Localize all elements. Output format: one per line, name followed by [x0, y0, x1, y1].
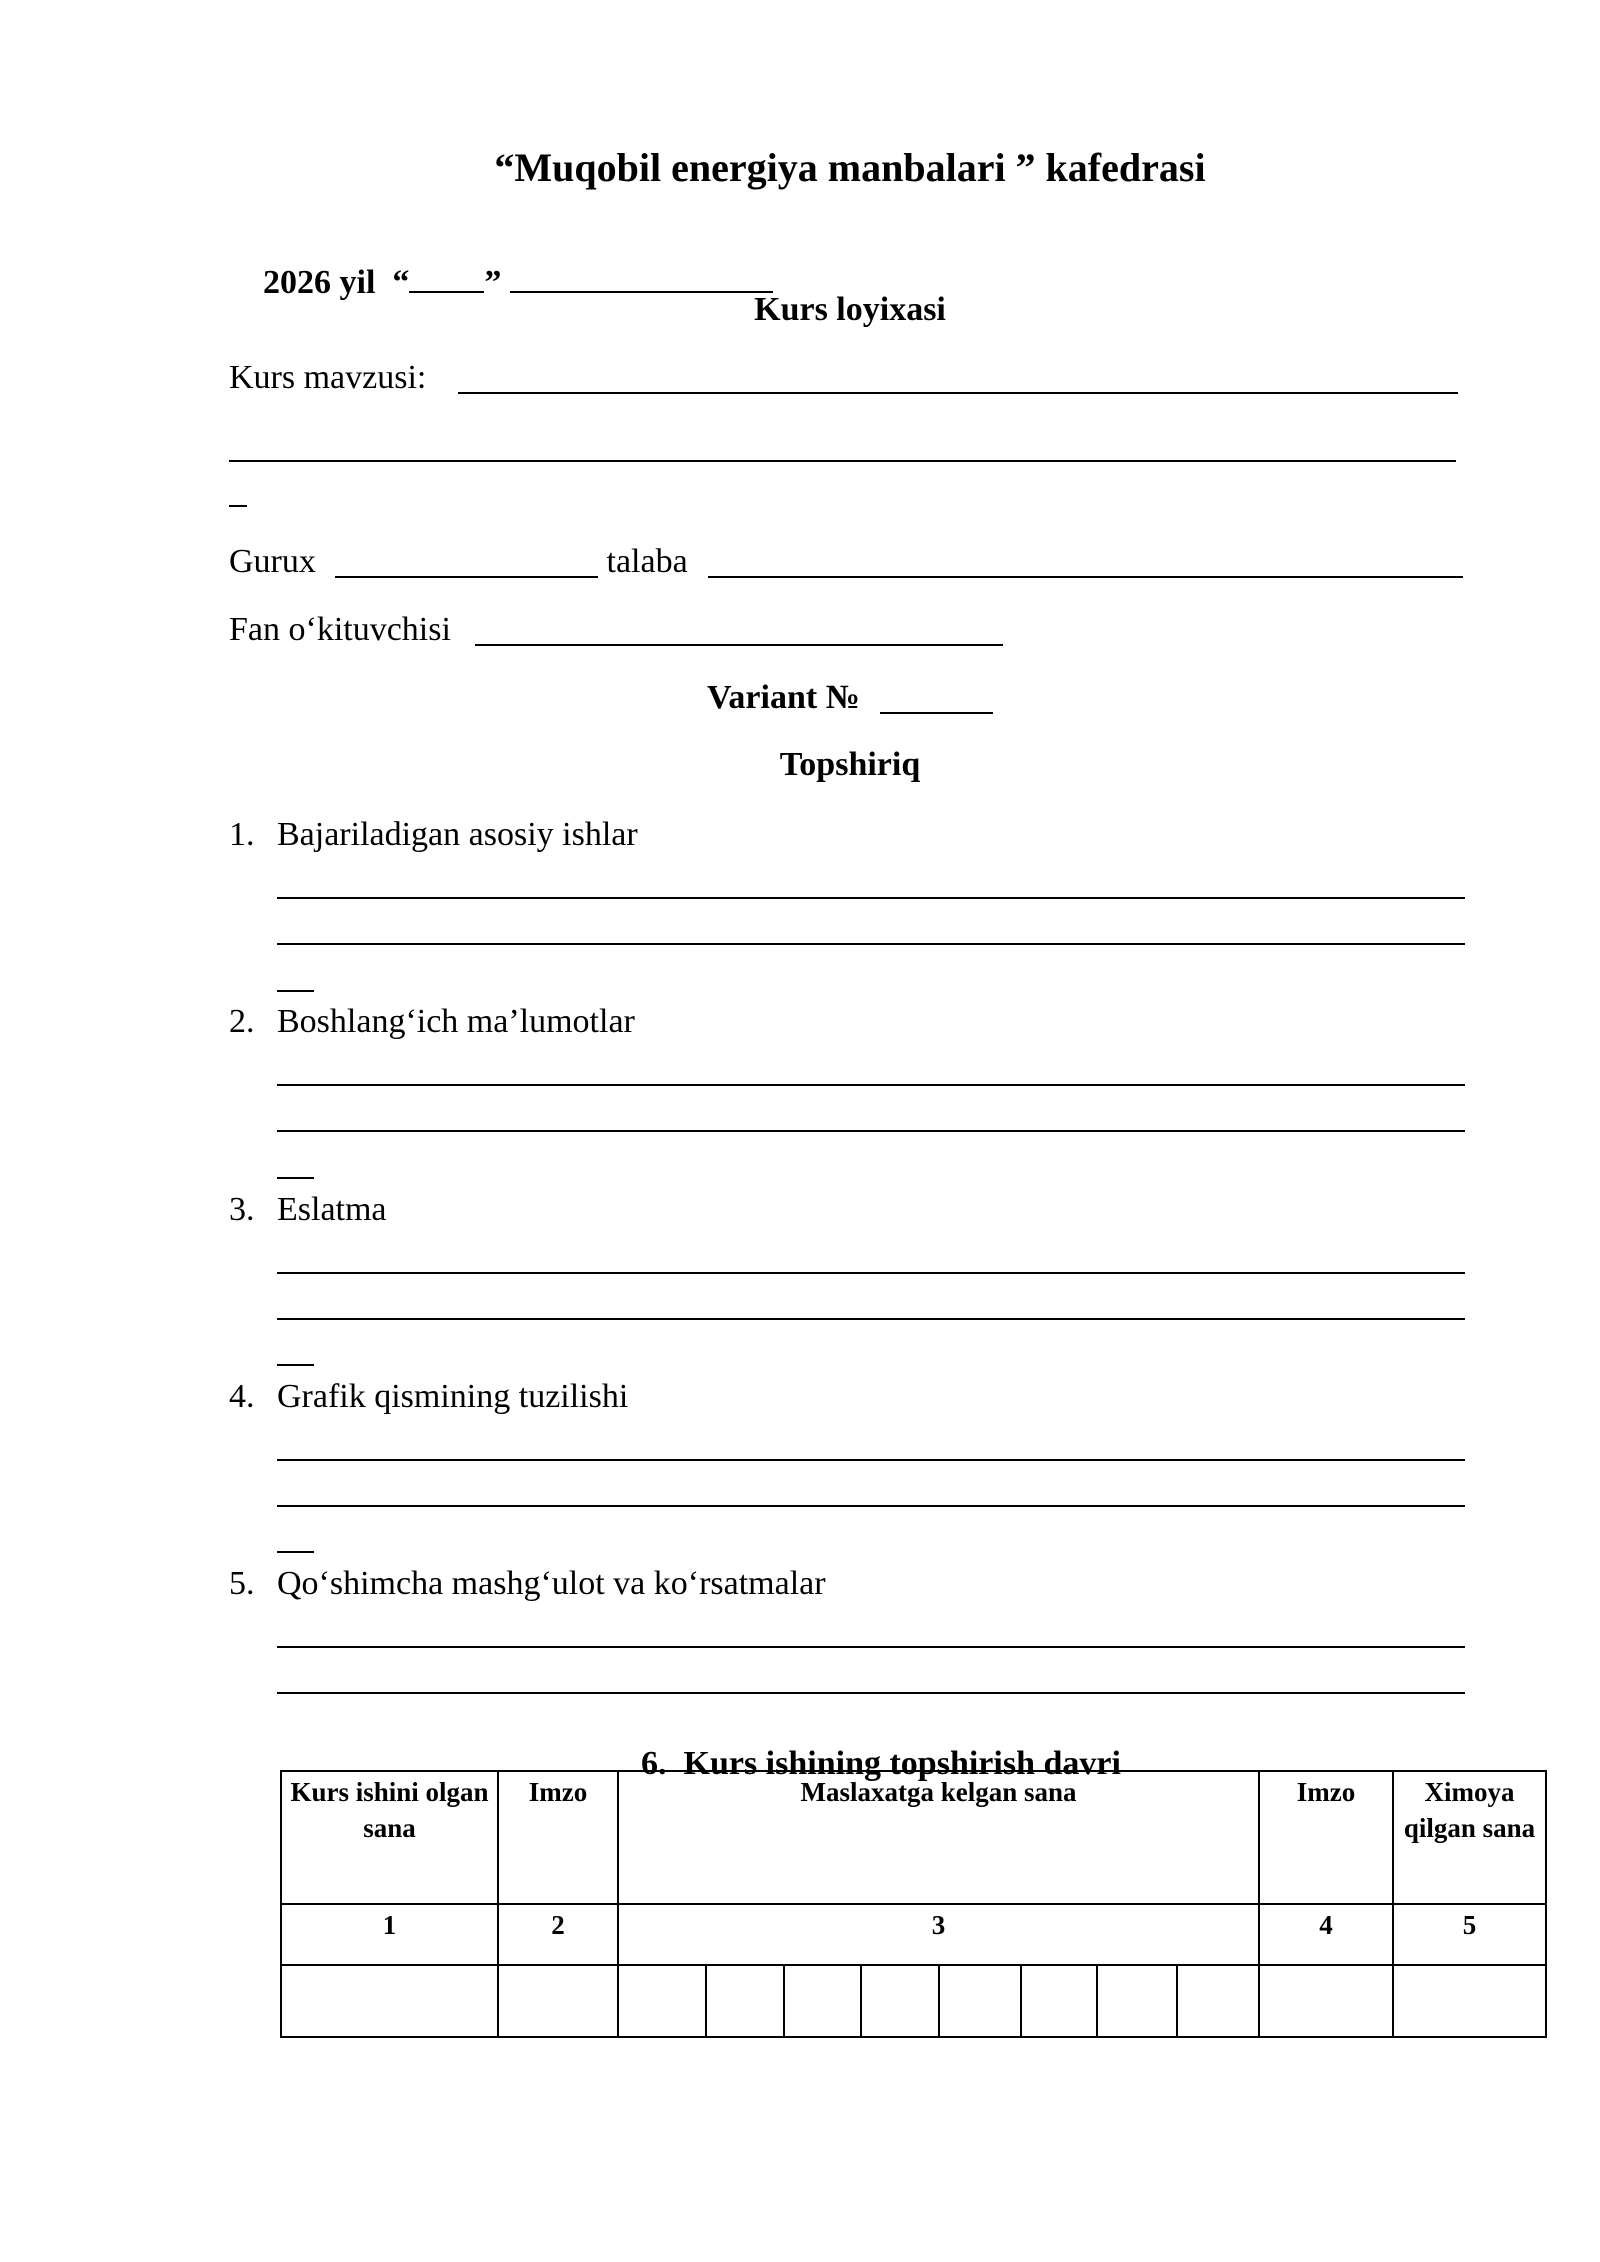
received-date-cell[interactable] [281, 1965, 498, 2037]
col-number-1: 1 [281, 1904, 498, 1965]
date-day-blank[interactable] [409, 261, 484, 293]
task-2-blank-line-1[interactable] [277, 1084, 1465, 1086]
task-5-blank-line-2[interactable] [277, 1692, 1465, 1694]
consultation-date-cell[interactable] [706, 1965, 784, 2037]
signature-2-cell[interactable] [1259, 1965, 1393, 2037]
task-3-blank-tail [277, 1364, 314, 1366]
topic-blank-tail [229, 505, 247, 507]
variant-blank-line[interactable] [880, 712, 993, 714]
task-5-label: Qo‘shimcha mashg‘ulot va ko‘rsatmalar [277, 1565, 826, 1602]
task-4-number: 4. [229, 1378, 255, 1415]
group-label: Gurux [229, 543, 325, 580]
teacher-label: Fan o‘kituvchisi [229, 611, 451, 648]
task-3-label: Eslatma [277, 1191, 387, 1228]
consultation-date-cell[interactable] [784, 1965, 861, 2037]
task-4-blank-line-2[interactable] [277, 1505, 1465, 1507]
consultation-date-cell[interactable] [861, 1965, 939, 2037]
doc-title: Kurs loyixasi [754, 291, 946, 328]
task-3-number: 3. [229, 1191, 255, 1228]
consultation-date-cell[interactable] [1097, 1965, 1177, 2037]
schedule-heading-text: Kurs ishining topshirish davri [683, 1745, 1121, 1782]
task-2-blank-tail [277, 1177, 314, 1179]
student-label: talaba [598, 543, 697, 580]
col-number-3: 3 [618, 1904, 1259, 1965]
date-month-blank[interactable] [510, 261, 773, 293]
topic-blank-line-1[interactable] [458, 392, 1458, 394]
group-blank-line[interactable] [335, 576, 598, 578]
task-2-number: 2. [229, 1003, 255, 1040]
schedule-table [280, 1770, 1547, 2038]
task-1-blank-tail [277, 990, 314, 992]
task-5-number: 5. [229, 1565, 255, 1602]
consultation-date-cell[interactable] [939, 1965, 1021, 2037]
task-3-blank-line-2[interactable] [277, 1318, 1465, 1320]
task-heading: Topshiriq [779, 746, 921, 783]
task-4-blank-line-1[interactable] [277, 1459, 1465, 1461]
col-defense-date-header: Ximoya qilgan sana [1393, 1771, 1546, 1904]
col-signature-1-header: Imzo [498, 1771, 618, 1904]
schedule-header-row [281, 1771, 1546, 1904]
teacher-blank-line[interactable] [475, 644, 1003, 646]
topic-label: Kurs mavzusi: [229, 359, 435, 396]
task-4-label: Grafik qismining tuzilishi [277, 1378, 629, 1415]
consultation-date-cell[interactable] [618, 1965, 706, 2037]
department-title: “Muqobil energiya manbalari ” kafedrasi [494, 145, 1206, 190]
variant-label: Variant № [707, 679, 860, 716]
task-1-number: 1. [229, 816, 255, 853]
student-blank-line[interactable] [708, 576, 1463, 578]
task-2-blank-line-2[interactable] [277, 1130, 1465, 1132]
schedule-heading-number: 6. [641, 1745, 667, 1782]
task-1-blank-line-1[interactable] [277, 897, 1465, 899]
consultation-date-cell[interactable] [1021, 1965, 1097, 2037]
col-received-date-header: Kurs ishini olgan sana [281, 1771, 498, 1904]
schedule-entry-row [281, 1965, 1546, 2037]
task-1-label: Bajariladigan asosiy ishlar [277, 816, 638, 853]
col-consultation-date-header: Maslaxatga kelgan sana [618, 1771, 1259, 1904]
task-2-label: Boshlang‘ich ma’lumotlar [277, 1003, 635, 1040]
date-prefix: 2026 yil “ [263, 264, 410, 301]
defense-date-cell[interactable] [1393, 1965, 1546, 2037]
schedule-number-row [281, 1904, 1546, 1965]
col-number-5: 5 [1393, 1904, 1546, 1965]
date-mid: ” [484, 264, 510, 301]
topic-blank-line-2[interactable] [229, 460, 1456, 462]
task-5-blank-line-1[interactable] [277, 1646, 1465, 1648]
col-signature-2-header: Imzo [1259, 1771, 1393, 1904]
col-number-2: 2 [498, 1904, 618, 1965]
col-number-4: 4 [1259, 1904, 1393, 1965]
task-4-blank-tail [277, 1551, 314, 1553]
task-1-blank-line-2[interactable] [277, 943, 1465, 945]
task-3-blank-line-1[interactable] [277, 1272, 1465, 1274]
signature-1-cell[interactable] [498, 1965, 618, 2037]
consultation-date-cell[interactable] [1177, 1965, 1259, 2037]
